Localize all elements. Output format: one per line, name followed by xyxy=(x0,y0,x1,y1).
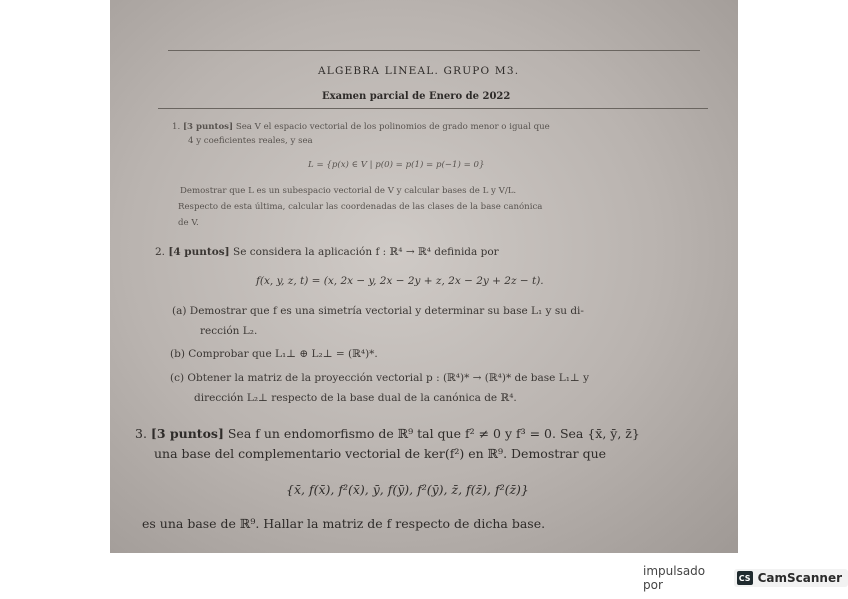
problem-1-line-2: 4 y coeficientes reales, y sea xyxy=(188,136,313,146)
problem-1-formula: L = {p(x) ∈ V | p(0) = p(1) = p(−1) = 0} xyxy=(308,160,485,170)
camscanner-brand: CamScanner xyxy=(757,571,842,585)
exam-subtitle: Examen parcial de Enero de 2022 xyxy=(322,91,511,102)
problem-1-line-4: Respecto de esta última, calcular las coordenadas de las clases de la base canónica xyxy=(178,202,543,212)
problem-2-part-a-line-2: rección L₂. xyxy=(200,325,258,337)
problem-3-line-2: una base del complementario vectorial de ker(f²) en ℝ⁹. Demostrar que xyxy=(154,446,607,461)
powered-by-text: impulsado por xyxy=(643,564,706,592)
problem-3-formula: {x̄, f(x̄), f²(x̄), ȳ, f(ȳ), f²(ȳ), z̄, f(z̄), f²(z̄)} xyxy=(286,482,529,497)
problem-2-part-a-line-1: (a) Demostrar que f es una simetría vectorial y determinar su base L₁ y su di- xyxy=(172,305,584,317)
problem-3-line-3: es una base de ℝ⁹. Hallar la matriz de f respecto de dicha base. xyxy=(142,516,546,531)
header-rule xyxy=(158,108,708,109)
scanned-exam-photo xyxy=(110,0,738,553)
problem-2-part-b: (b) Comprobar que L₁⊥ ⊕ L₂⊥ = (ℝ⁴)*. xyxy=(170,348,378,360)
exam-title: ALGEBRA LINEAL. GRUPO M3. xyxy=(318,65,520,77)
camscanner-logo-icon: CS xyxy=(737,571,753,585)
problem-3-line-1: 3. [3 puntos] Sea f un endomorfismo de ℝ⁹ tal que f² ≠ 0 y f³ = 0. Sea {x̄, ȳ, z̄} xyxy=(135,426,640,441)
camscanner-badge[interactable] xyxy=(734,569,848,587)
problem-2-line-1: 2. [4 puntos] Se considera la aplicación f : ℝ⁴ → ℝ⁴ definida por xyxy=(155,246,499,258)
problem-1-line-3: Demostrar que L es un subespacio vectorial de V y calcular bases de L y V/L. xyxy=(180,186,517,196)
camscanner-footer xyxy=(643,564,848,592)
top-rule xyxy=(168,50,700,51)
problem-2-part-c-line-1: (c) Obtener la matriz de la proyección vectorial p : (ℝ⁴)* → (ℝ⁴)* de base L₁⊥ y xyxy=(170,372,590,384)
problem-1-line-5: de V. xyxy=(178,218,199,228)
problem-2-part-c-line-2: dirección L₂⊥ respecto de la base dual de la canónica de ℝ⁴. xyxy=(194,392,517,404)
problem-1-line-1: 1. [3 puntos] Sea V el espacio vectorial de los polinomios de grado menor o igual que xyxy=(172,122,550,132)
problem-2-formula: f(x, y, z, t) = (x, 2x − y, 2x − 2y + z, 2x − 2y + 2z − t). xyxy=(256,275,544,287)
